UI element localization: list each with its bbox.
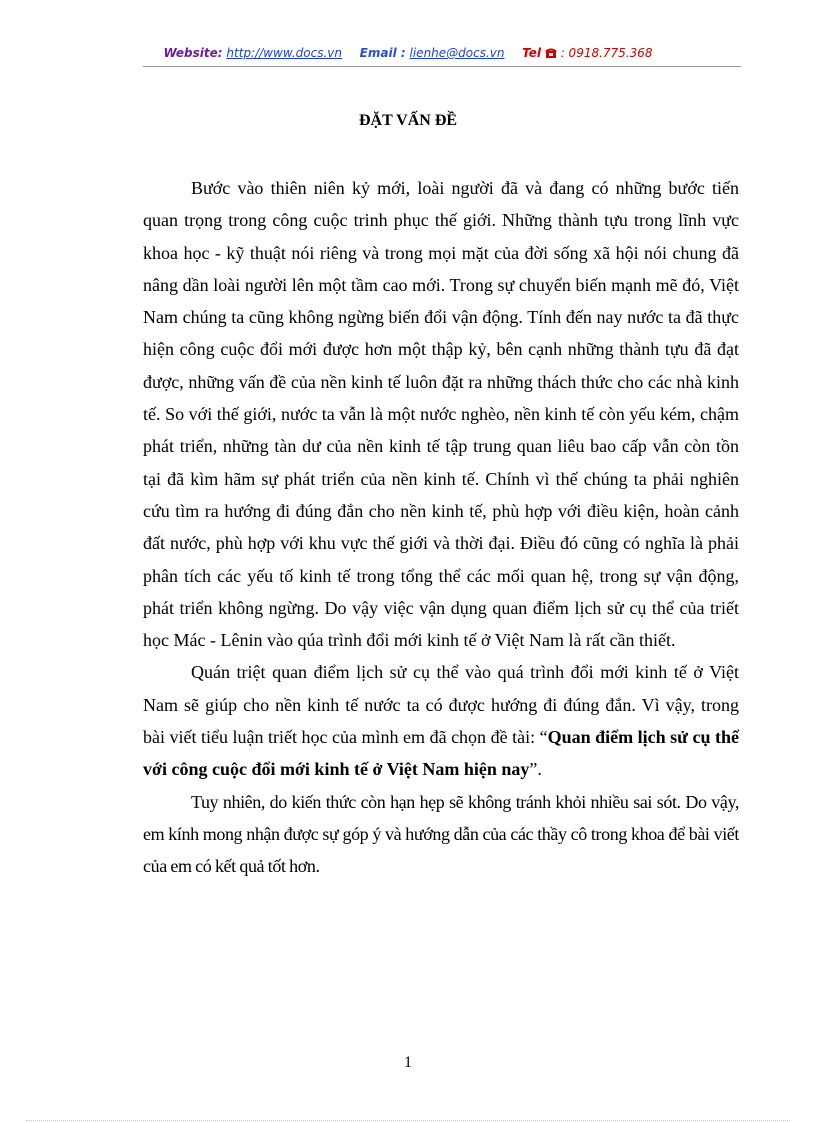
website-label: Website: (163, 46, 223, 60)
page-title: ĐẶT VẤN ĐỀ (358, 112, 458, 129)
email-link[interactable]: lienhe@docs.vn (409, 46, 505, 60)
topic-title: Quan điểm lịch sử cụ thể với công cuộc đổi mới kinh tế ở Việt Nam hiện nay (143, 727, 740, 780)
paragraph-closing: Tuy nhiên, do kiến thức còn hạn hẹp sẽ không tránh khỏi nhiều sai sót. Do vậy, em kính mong nhận được sự góp ý và hướng dẫn của các thầy cô trong khoa để bài viết của em có kết quả tốt hơn. (143, 791, 739, 877)
paragraph-topic-end: ”. (529, 759, 542, 780)
page-bottom-divider (26, 1120, 790, 1121)
website-link[interactable]: http://www.docs.vn (226, 46, 343, 60)
paragraph-topic (143, 656, 739, 785)
paragraph-topic-start: Quán triệt quan điểm lịch sử cụ thể vào quá trình đổi mới kinh tế ở Việt Nam sẽ giúp cho nền kinh tế nước ta có được hướng đi đúng đắn. Vì vậy, trong bài viết tiểu luận triết học của mình em đã chọn đề tài: “ (143, 662, 739, 748)
page-header (0, 46, 816, 60)
tel-label: Tel (522, 46, 542, 60)
header-divider (143, 66, 741, 67)
page-number: 1 (404, 1054, 412, 1071)
document-body (143, 172, 739, 883)
phone-icon (545, 46, 561, 60)
email-label: Email : (359, 46, 406, 60)
paragraph-intro: Bước vào thiên niên kỷ mới, loài người đã và đang có những bước tiến quan trọng trong công cuộc trinh phục thế giới. Những thành tựu trong lĩnh vực khoa học - kỹ thuật nói riêng và trong mọi mặt của đời sống xã hội nói chung đã nâng dần loài người lên một tầm cao mới. Trong sự chuyển biến mạnh mẽ đó, Việt Nam chúng ta cũng không ngừng biến đổi vận động. Tính đến nay nước ta đã thực hiện công cuộc đổi mới được hơn một thập kỷ, bên cạnh những thành tựu đã đạt được, những vấn đề của nền kinh tế luôn đặt ra những thách thức cho các nhà kinh tế. So với thế giới, nước ta vẫn là một nước nghèo, nền kinh tế còn yếu kém, chậm phát triển, những tàn dư của nền kinh tế tập trung quan liêu bao cấp vẫn còn tồn tại đã kìm hãm sự phát triển của nền kinh tế. Chính vì thế chúng ta phải nghiên cứu tìm ra hướng đi đúng đắn cho nền kinh tế, phù hợp với điều kiện, hoàn cảnh đất nước, phù hợp với khu vực thế giới và thời đại. Điều đó cũng có nghĩa là phải phân tích các yếu tố kinh tế trong tổng thể các mối quan hệ, trong sự vận động, phát triển không ngừng. Do vậy việc vận dụng quan điểm lịch sử cụ thể của triết học Mác - Lênin vào qúa trình đổi mới kinh tế ở Việt Nam là rất cần thiết. (143, 178, 739, 651)
phone-number: : 0918.775.368 (560, 46, 653, 60)
